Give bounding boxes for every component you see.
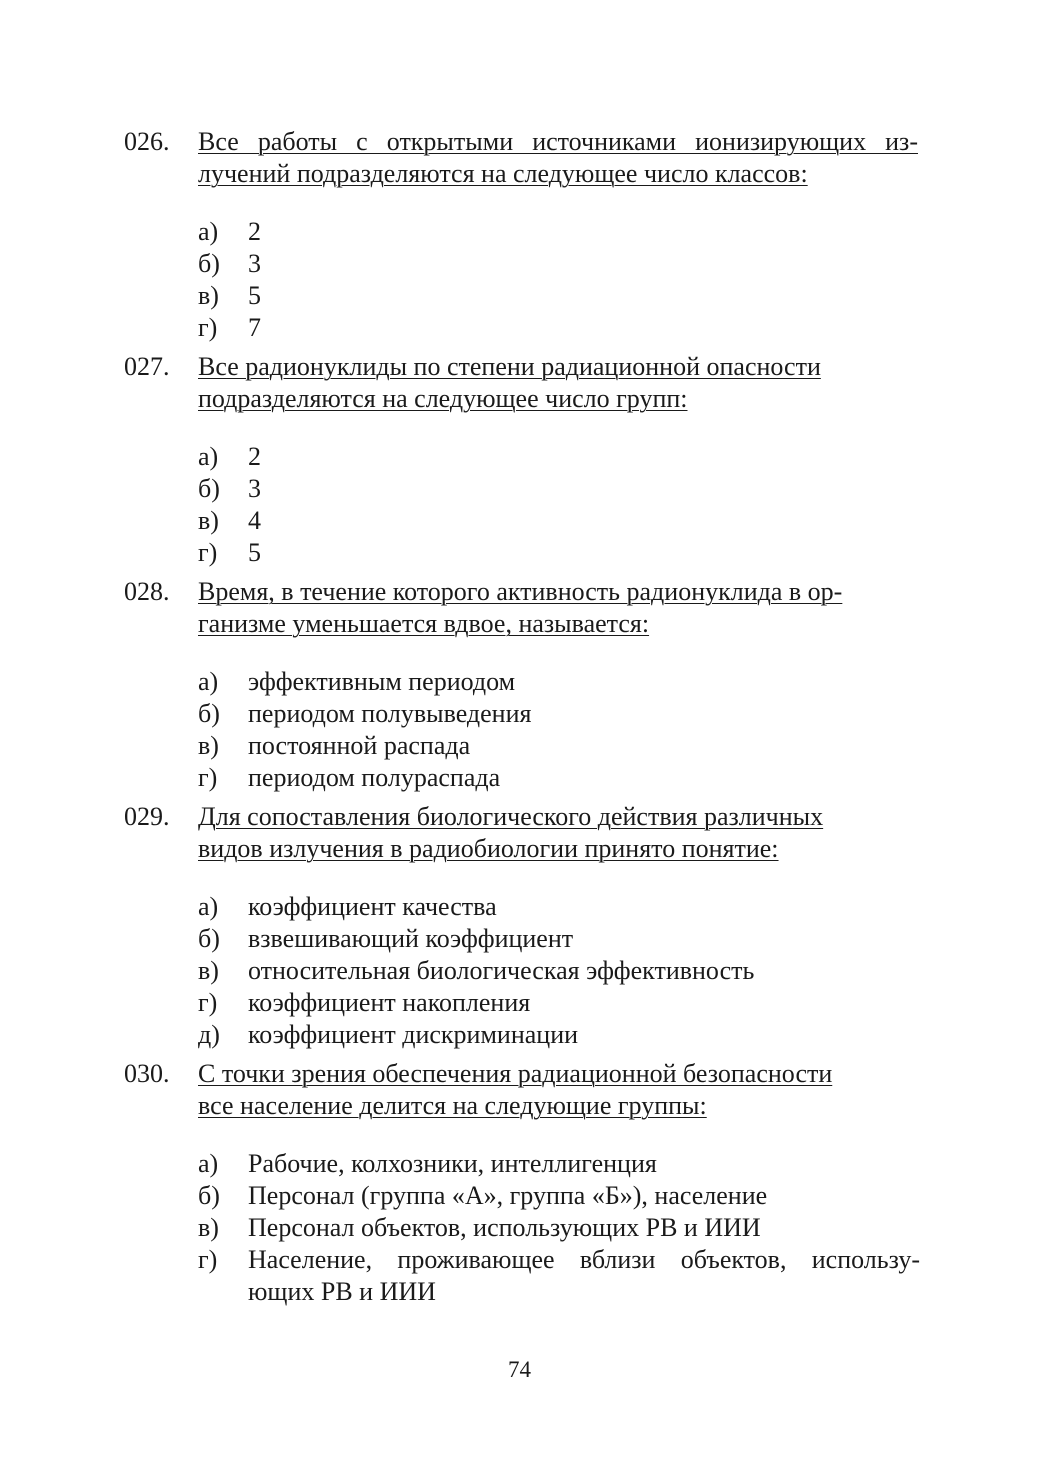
question-text: [198, 1058, 918, 1122]
question-number: 028.: [124, 577, 170, 606]
answer-letter: в): [198, 956, 219, 985]
answer-option: [198, 505, 924, 537]
answer-text: [248, 537, 920, 569]
answer-letter: б): [198, 474, 220, 503]
answer-text-line: 2: [248, 442, 261, 471]
answer-text: [248, 248, 920, 280]
answer-option: [198, 248, 924, 280]
answer-option: [198, 312, 924, 344]
answer-letter: в): [198, 506, 219, 535]
answer-option: [198, 666, 924, 698]
answer-text-line: коэффициент качества: [248, 892, 497, 921]
answer-letter: а): [198, 217, 219, 246]
answer-letter: б): [198, 249, 220, 278]
answer-list: [198, 441, 924, 569]
question-number: 029.: [124, 802, 170, 831]
question-text-line: Для сопоставления биологического действия различных: [198, 802, 824, 831]
answer-text-line: Персонал объектов, использующих РВ и ИИИ: [248, 1213, 761, 1242]
answer-option: [198, 537, 924, 569]
answer-text: [248, 762, 920, 794]
answer-option: [198, 1212, 924, 1244]
question-number: 027.: [124, 352, 170, 381]
question-text-line: ганизме уменьшается вдвое, называется:: [198, 609, 650, 638]
question-028: [124, 576, 924, 820]
answer-text-line: Персонал (группа «А», группа «Б»), население: [248, 1181, 768, 1210]
answer-option: [198, 730, 924, 762]
question-text-line: Время, в течение которого активность радионуклида в ор-: [198, 577, 843, 606]
answer-text: [248, 1019, 920, 1051]
answer-text-line: 4: [248, 506, 261, 535]
answer-text-line: Рабочие, колхозники, интеллигенция: [248, 1149, 657, 1178]
answer-text: [248, 891, 920, 923]
answer-option: [198, 216, 924, 248]
answer-list: [198, 216, 924, 344]
answer-option: [198, 280, 924, 312]
answer-option: [198, 955, 924, 987]
answer-text-line: 3: [248, 249, 261, 278]
answer-text-line: коэффициент накопления: [248, 988, 531, 1017]
answer-text: [248, 1148, 920, 1180]
question-text: [198, 126, 918, 190]
question-030: [124, 1058, 924, 1334]
answer-text: [248, 280, 920, 312]
answer-option: [198, 923, 924, 955]
answer-text-line: Население, проживающее вблизи объектов, использу-: [248, 1245, 920, 1274]
answer-letter: а): [198, 667, 219, 696]
answer-letter: в): [198, 281, 219, 310]
answer-letter: г): [198, 1245, 218, 1274]
answer-text: [248, 923, 920, 955]
answer-text: [248, 666, 920, 698]
answer-letter: а): [198, 892, 219, 921]
page-number: 74: [508, 1357, 531, 1382]
answer-text-line: 2: [248, 217, 261, 246]
answer-text: [248, 987, 920, 1019]
answer-option: [198, 1148, 924, 1180]
answer-letter: б): [198, 1181, 220, 1210]
answer-text-line: эффективным периодом: [248, 667, 516, 696]
question-029: [124, 801, 924, 1077]
question-text-line: подразделяются на следующее число групп:: [198, 384, 688, 413]
question-text-line: видов излучения в радиобиологии принято понятие:: [198, 834, 779, 863]
answer-text: [248, 473, 920, 505]
answer-letter: в): [198, 731, 219, 760]
answer-list: [198, 666, 924, 794]
answer-option: [198, 891, 924, 923]
question-text: [198, 801, 918, 865]
answer-letter: а): [198, 442, 219, 471]
answer-text-line: 5: [248, 538, 261, 567]
answer-text: [248, 1180, 920, 1212]
answer-text-line: относительная биологическая эффективность: [248, 956, 755, 985]
answer-text: [248, 216, 920, 248]
question-text-line: Все работы с открытыми источниками ионизирующих из-: [198, 127, 918, 156]
answer-letter: г): [198, 988, 218, 1017]
answer-option: [198, 473, 924, 505]
answer-text: [248, 505, 920, 537]
question-number: 030.: [124, 1059, 170, 1088]
answer-list: [198, 891, 924, 1051]
answer-option: [198, 1244, 924, 1308]
answer-text: [248, 312, 920, 344]
answer-text-line: постоянной распада: [248, 731, 471, 760]
answer-text: [248, 730, 920, 762]
answer-letter: б): [198, 924, 220, 953]
answer-option: [198, 762, 924, 794]
answer-text-line: 7: [248, 313, 261, 342]
answer-text: [248, 1244, 920, 1308]
answer-text: [248, 441, 920, 473]
question-text-line: все население делится на следующие группы:: [198, 1091, 707, 1120]
answer-letter: б): [198, 699, 220, 728]
answer-text-line: периодом полувыведения: [248, 699, 532, 728]
question-number: 026.: [124, 127, 170, 156]
answer-list: [198, 1148, 924, 1308]
answer-letter: г): [198, 763, 218, 792]
answer-option: [198, 1019, 924, 1051]
answer-text-line: 5: [248, 281, 261, 310]
answer-option: [198, 1180, 924, 1212]
answer-text-line: ющих РВ и ИИИ: [248, 1277, 436, 1306]
answer-text: [248, 698, 920, 730]
question-text-line: лучений подразделяются на следующее число классов:: [198, 159, 808, 188]
question-text: [198, 576, 918, 640]
answer-text: [248, 955, 920, 987]
answer-text-line: коэффициент дискриминации: [248, 1020, 579, 1049]
question-026: [124, 126, 924, 370]
answer-letter: г): [198, 313, 218, 342]
answer-letter: д): [198, 1020, 220, 1049]
question-text-line: Все радионуклиды по степени радиационной опасности: [198, 352, 821, 381]
answer-text-line: 3: [248, 474, 261, 503]
answer-letter: в): [198, 1213, 219, 1242]
question-text-line: С точки зрения обеспечения радиационной безопасности: [198, 1059, 833, 1088]
question-027: [124, 351, 924, 595]
answer-option: [198, 441, 924, 473]
answer-option: [198, 987, 924, 1019]
answer-option: [198, 698, 924, 730]
answer-letter: а): [198, 1149, 219, 1178]
question-text: [198, 351, 918, 415]
answer-text: [248, 1212, 920, 1244]
answer-letter: г): [198, 538, 218, 567]
answer-text-line: периодом полураспада: [248, 763, 501, 792]
answer-text-line: взвешивающий коэффициент: [248, 924, 574, 953]
